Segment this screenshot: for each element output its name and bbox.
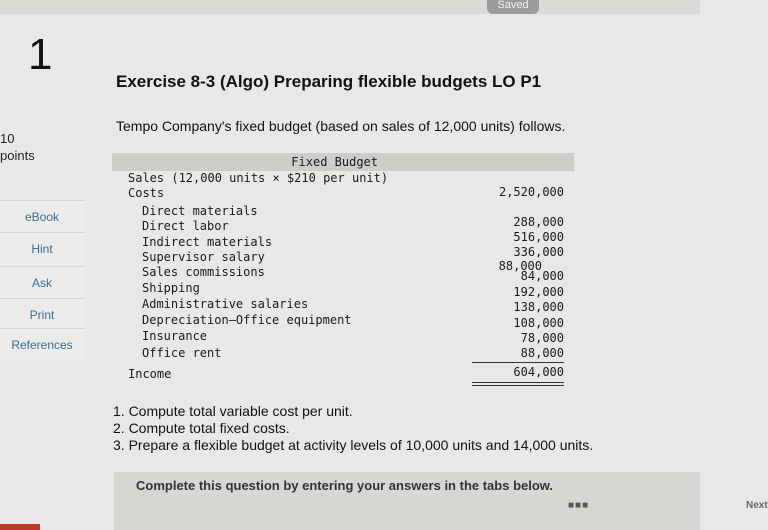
cost-label: Depreciation—Office equipment	[142, 313, 352, 327]
cost-label: Direct labor	[142, 219, 229, 233]
income-double-rule	[472, 385, 564, 386]
cost-label: Sales commissions	[142, 265, 265, 279]
income-value: 604,000	[513, 365, 564, 379]
exercise-title: Exercise 8-3 (Algo) Preparing flexible budgets LO P1	[116, 72, 542, 91]
budget-header	[112, 153, 574, 171]
sales-label: Sales (12,000 units × $210 per unit)	[128, 171, 389, 185]
ask-button[interactable]: Ask	[0, 266, 84, 299]
instruction-item: 2. Compute total fixed costs.	[113, 420, 290, 436]
cost-value: 138,000	[513, 300, 564, 314]
cost-label: Shipping	[142, 281, 200, 295]
cost-value: 88,000	[498, 259, 542, 273]
cost-label: Indirect materials	[142, 235, 273, 249]
references-button[interactable]: References	[0, 328, 84, 361]
hint-button[interactable]: Hint	[0, 232, 84, 265]
question-number: 1	[28, 30, 53, 79]
sales-value: 2,520,000	[498, 185, 564, 199]
cost-value: 192,000	[513, 285, 564, 299]
income-label: Income	[128, 367, 172, 381]
cost-label: Insurance	[142, 329, 208, 343]
total-rule	[472, 362, 564, 363]
instruction-item: 1. Compute total variable cost per unit.	[113, 403, 353, 419]
ebook-button[interactable]: eBook	[0, 200, 84, 233]
cost-value: 288,000	[513, 215, 564, 229]
instruction-item: 3. Prepare a flexible budget at activity levels of 10,000 units and 14,000 units.	[113, 437, 594, 453]
instructions-list	[113, 403, 593, 454]
intro-text: Tempo Company's fixed budget (based on sales of 12,000 units) follows.	[116, 118, 566, 134]
cost-label: Office rent	[142, 346, 222, 360]
cost-value: 108,000	[513, 316, 564, 330]
banner-text: Complete this question by entering your answers in the tabs below.	[136, 478, 554, 493]
progress-marker	[0, 524, 40, 530]
points-label: points	[0, 148, 35, 163]
grid-icon: ■■■	[568, 500, 590, 511]
costs-label: Costs	[128, 186, 165, 200]
fixed-budget-table	[112, 153, 574, 393]
cost-label: Administrative salaries	[142, 297, 309, 311]
saved-badge: Saved	[487, 0, 539, 14]
cost-value: 84,000	[520, 269, 564, 283]
fixed-budget-heading: Fixed Budget	[291, 155, 378, 169]
cost-label: Direct materials	[142, 204, 258, 218]
cost-value: 88,000	[520, 346, 564, 360]
income-double-rule	[472, 382, 564, 383]
answer-tabs-banner	[114, 472, 768, 530]
cost-label: Supervisor salary	[142, 250, 265, 264]
cost-value: 516,000	[513, 230, 564, 244]
top-bar	[0, 0, 700, 14]
cost-value: 336,000	[513, 245, 564, 259]
cost-value: 78,000	[520, 331, 564, 345]
points-value: 10	[0, 131, 15, 146]
next-link[interactable]: Next	[746, 500, 768, 511]
print-button[interactable]: Print	[0, 298, 84, 331]
